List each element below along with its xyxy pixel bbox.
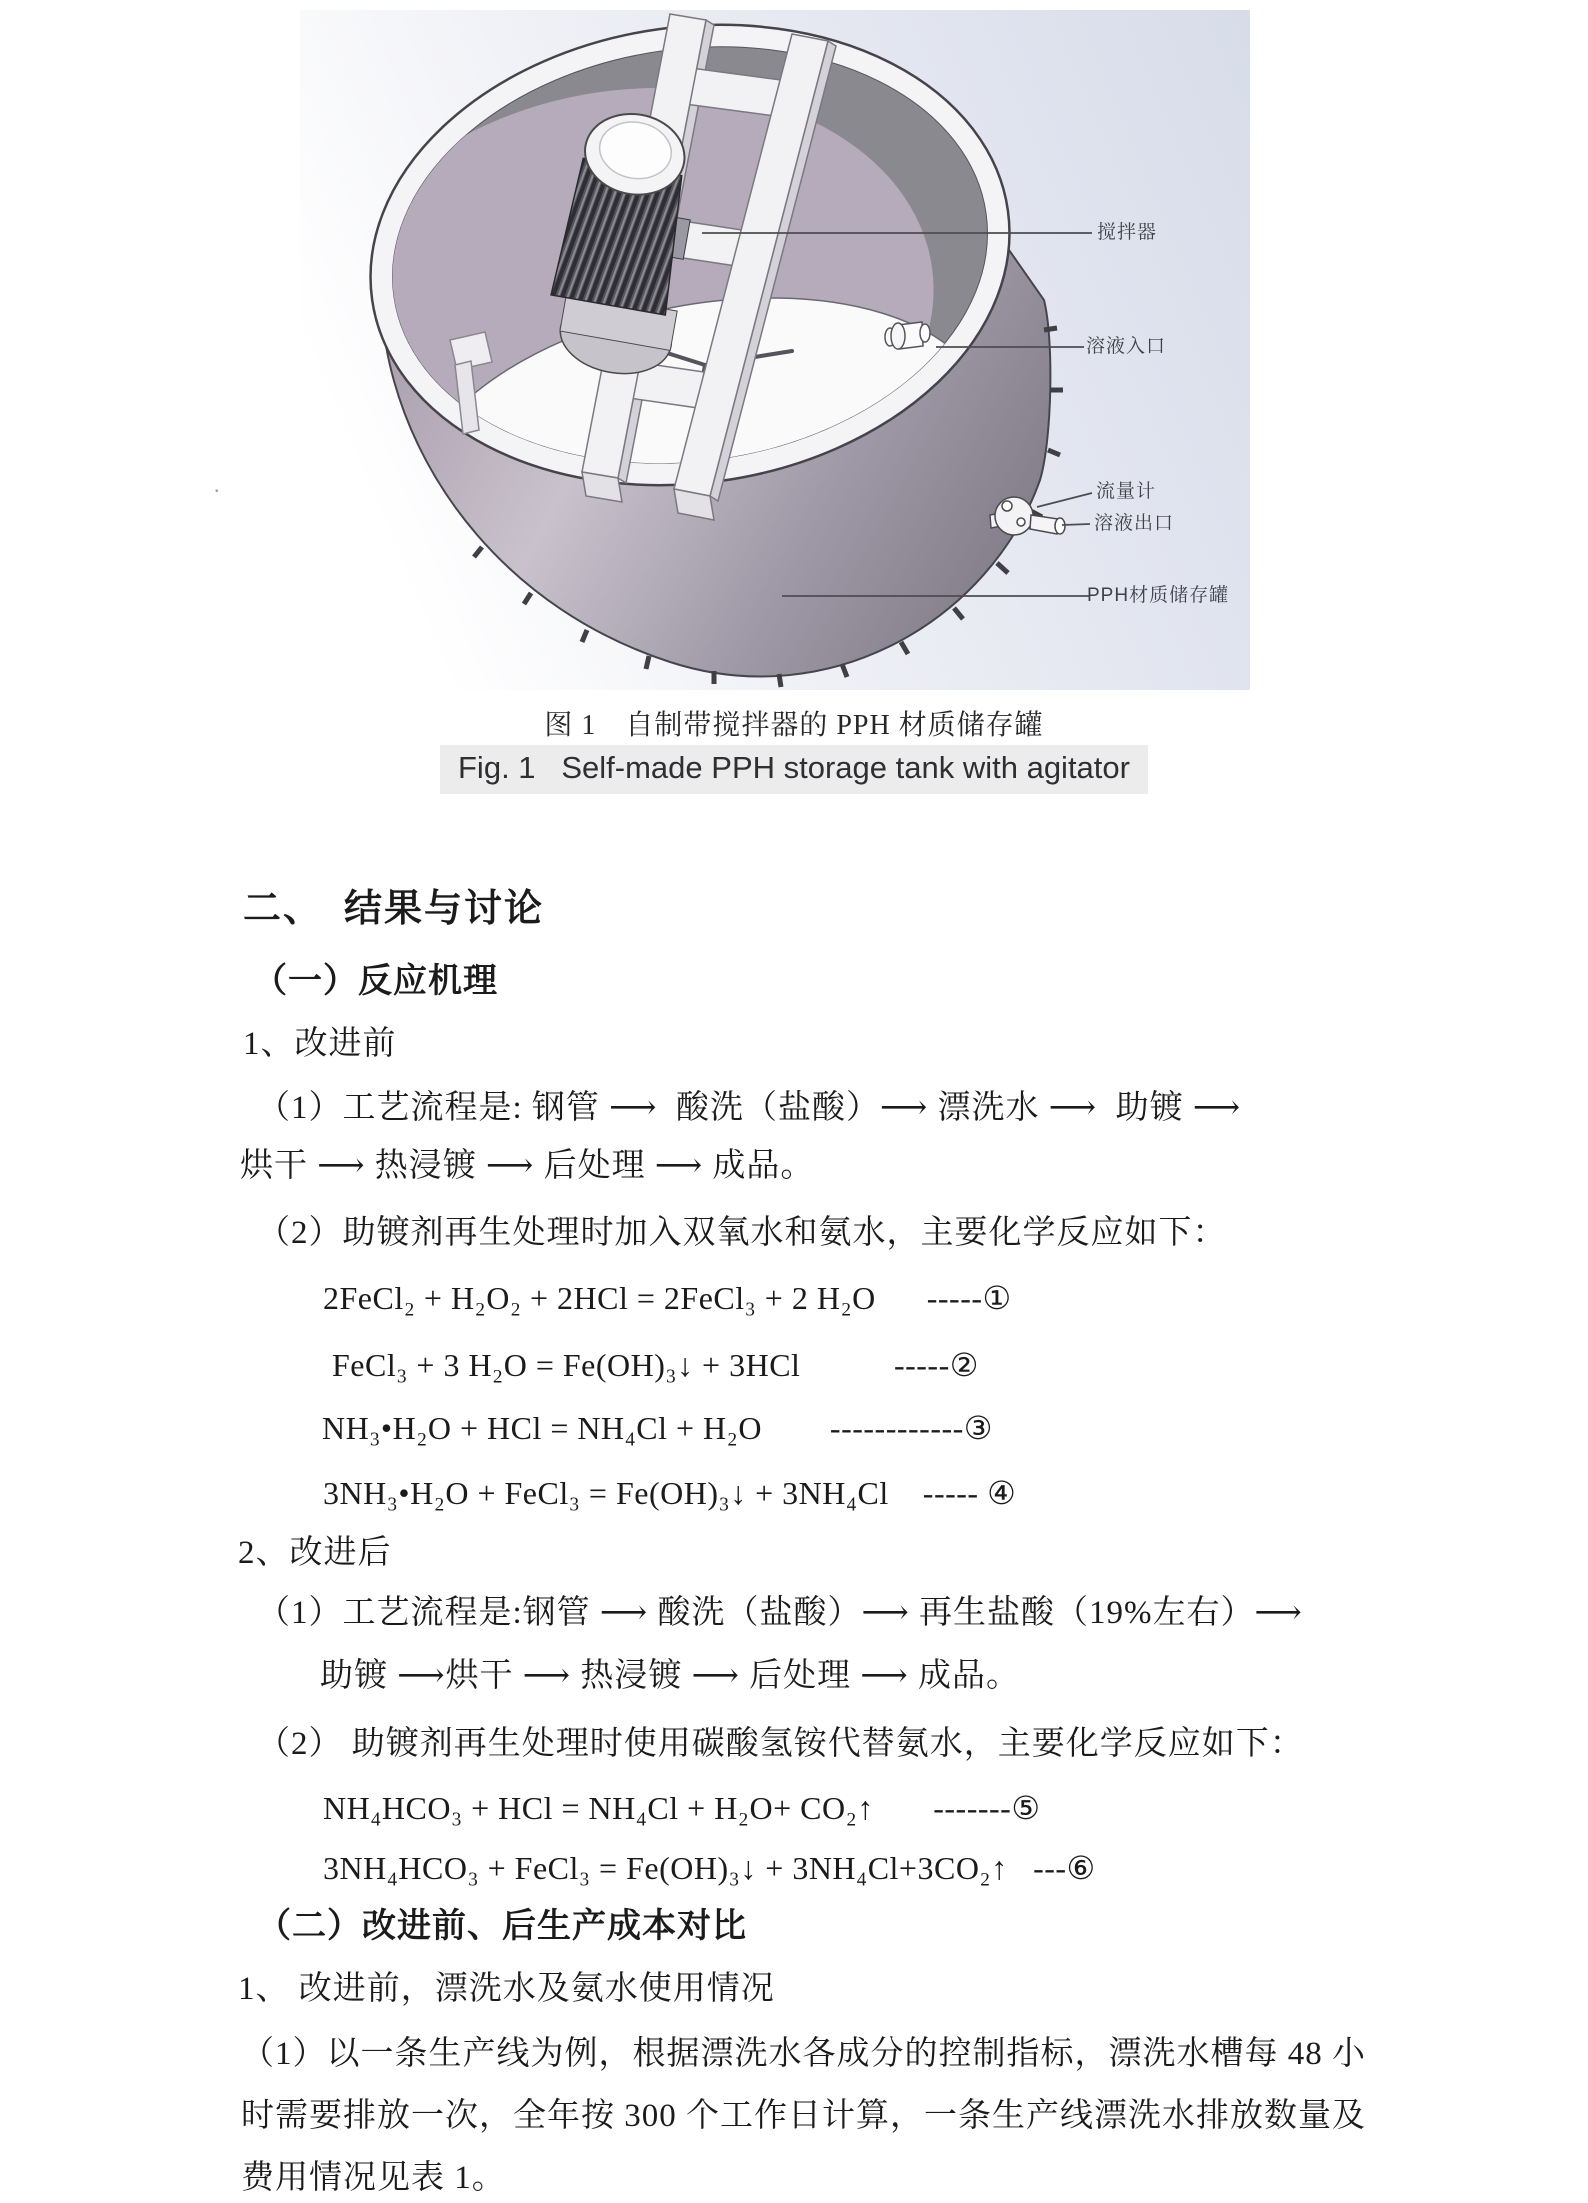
figure-caption-en-row <box>164 745 1424 794</box>
figure-caption-zh: 图 1 自制带搅拌器的 PPH 材质储存罐 <box>544 710 1044 741</box>
equation-2: FeCl₃ + 3 H₂O = Fe(OH)₃↓ + 3HCl -----② <box>332 1347 979 1383</box>
figure-label-flow-meter: 流量计 <box>1096 481 1157 502</box>
figure-caption-zh-row <box>164 703 1424 743</box>
figure-label-solution-inlet: 溶液入口 <box>1086 336 1167 357</box>
line-cost-para-2: 时需要排放一次，全年按 300 个工作日计算，一条生产线漂洗水排放数量及 <box>241 2098 1366 2134</box>
equation-1: 2FeCl₂ + H₂O₂ + 2HCl = 2FeCl₃ + 2 H₂O -----① <box>323 1280 1012 1316</box>
figure-label-pph-tank: PPH材质储存罐 <box>1087 585 1230 606</box>
line-cost-para-1: （1）以一条生产线为例，根据漂洗水各成分的控制指标，漂洗水槽每 48 小 <box>241 2036 1366 2072</box>
line-flux-regen-before: （2）助镀剂再生处理时加入双氧水和氨水，主要化学反应如下： <box>257 1215 1227 1251</box>
stray-mark: . <box>214 472 220 497</box>
heading-reaction-mechanism: （一）反应机理 <box>253 963 498 1000</box>
equation-6: 3NH₄HCO₃ + FeCl₃ = Fe(OH)₃↓ + 3NH₄Cl+3CO₂↑ ---⑥ <box>323 1850 1096 1886</box>
equation-3: NH₃•H₂O + HCl = NH₄Cl + H₂O ------------③ <box>322 1410 993 1446</box>
line-process-flow-after-1: （1）工艺流程是:钢管 ⟶ 酸洗（盐酸）⟶ 再生盐酸（19%左右）⟶ <box>257 1595 1303 1631</box>
line-cost-intro: 1、 改进前，漂洗水及氨水使用情况 <box>238 1971 775 2007</box>
line-after-improvement: 2、改进后 <box>238 1535 392 1571</box>
equation-4: 3NH₃•H₂O + FeCl₃ = Fe(OH)₃↓ + 3NH₄Cl ----- ④ <box>323 1475 1017 1511</box>
figure-label-agitator: 搅拌器 <box>1097 222 1158 243</box>
figure-label-solution-outlet: 溶液出口 <box>1094 513 1175 534</box>
line-flux-regen-after: （2） 助镀剂再生处理时使用碳酸氢铵代替氨水，主要化学反应如下： <box>257 1726 1304 1762</box>
line-cost-para-3: 费用情况见表 1。 <box>241 2160 506 2196</box>
figure-caption-en: Fig. 1 Self-made PPH storage tank with agitator <box>440 745 1148 794</box>
heading-cost-comparison: （二）改进前、后生产成本对比 <box>257 1908 747 1945</box>
equation-5: NH₄HCO₃ + HCl = NH₄Cl + H₂O+ CO₂↑ -------⑤ <box>323 1790 1041 1826</box>
line-process-flow-after-2: 助镀 ⟶烘干 ⟶ 热浸镀 ⟶ 后处理 ⟶ 成品。 <box>320 1658 1020 1694</box>
line-process-flow-before-1: （1）工艺流程是: 钢管 ⟶ 酸洗（盐酸）⟶ 漂洗水 ⟶ 助镀 ⟶ <box>257 1090 1242 1126</box>
figure-1-tank-render <box>300 10 1250 690</box>
heading-results-discussion: 二、 结果与讨论 <box>243 888 545 930</box>
line-process-flow-before-2: 烘干 ⟶ 热浸镀 ⟶ 后处理 ⟶ 成品。 <box>240 1148 815 1184</box>
line-before-improvement: 1、改进前 <box>243 1026 397 1062</box>
